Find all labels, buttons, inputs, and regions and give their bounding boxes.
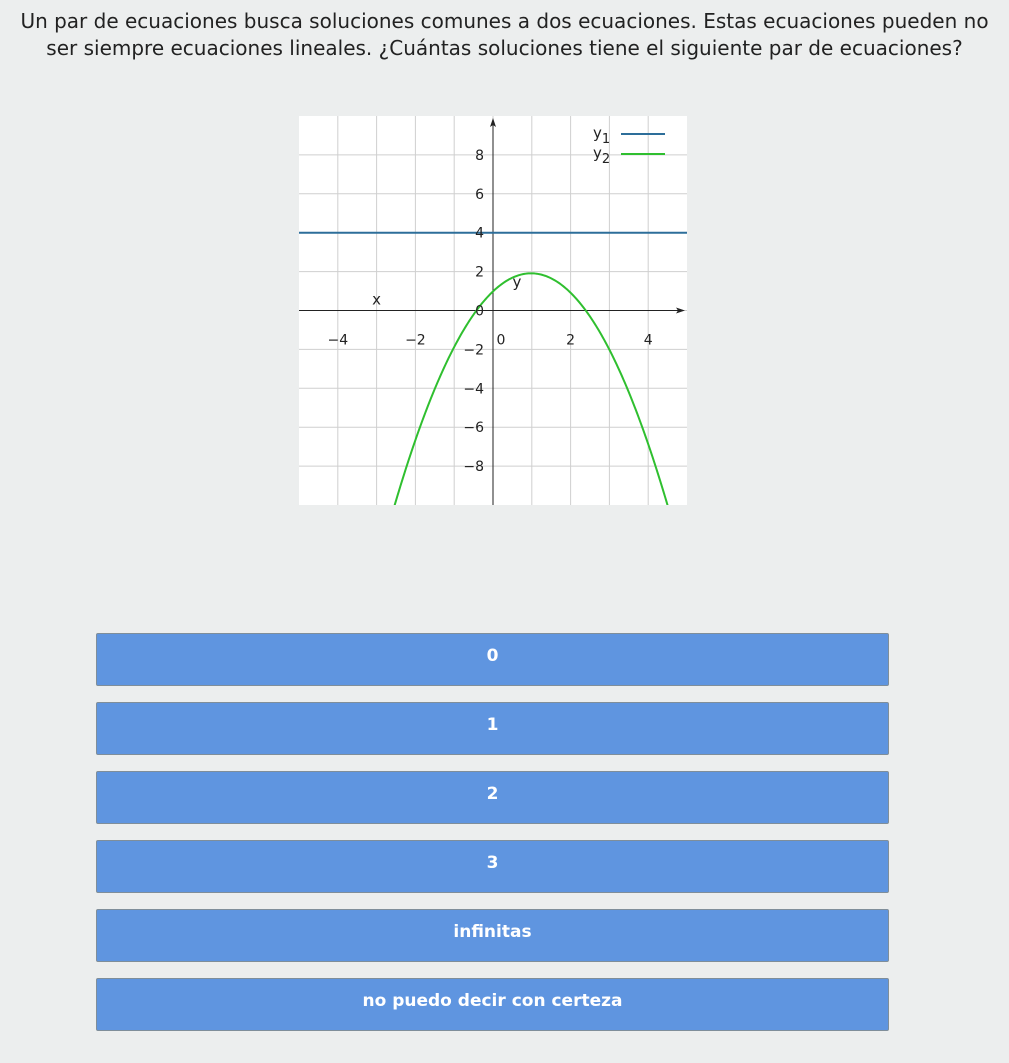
option-button-0[interactable]: 0: [96, 633, 889, 686]
legend-label-2: y2: [593, 144, 611, 167]
y-tick-label: 2: [475, 264, 484, 281]
function-graph: [299, 116, 687, 505]
x-axis-label: x: [372, 290, 382, 309]
option-button-infinite[interactable]: infinitas: [96, 909, 889, 962]
y-tick-label: −2: [463, 342, 484, 359]
x-tick-label: 0: [496, 332, 506, 349]
x-tick-label: 4: [643, 332, 653, 349]
option-button-3[interactable]: 3: [96, 840, 889, 893]
x-tick-label: −4: [327, 332, 349, 349]
question-text: Un par de ecuaciones busca soluciones comunes a dos ecuaciones. Estas ecuaciones pueden no ser siempre ecuaciones lineales. ¿Cuántas soluciones tiene el siguiente par de ecuaciones?: [20, 9, 989, 60]
answer-options: [96, 633, 889, 1047]
x-tick-label: −2: [405, 332, 426, 349]
option-button-1[interactable]: 1: [96, 702, 889, 755]
option-button-2[interactable]: 2: [96, 771, 889, 824]
y-tick-label: 8: [475, 147, 484, 164]
series-line-2: [392, 273, 667, 505]
y-tick-label: −8: [463, 459, 484, 476]
y-tick-label: 0: [475, 303, 484, 320]
legend-label-1: y1: [593, 124, 611, 147]
y-tick-label: −4: [463, 381, 484, 398]
graph-svg: [299, 116, 687, 505]
y-tick-label: 6: [475, 186, 484, 203]
y-axis-label: y: [512, 273, 522, 292]
x-tick-label: 2: [566, 332, 576, 349]
y-tick-label: −6: [463, 420, 484, 437]
option-button-uncertain[interactable]: no puedo decir con certeza: [96, 978, 889, 1031]
y-tick-label: 4: [475, 225, 484, 242]
